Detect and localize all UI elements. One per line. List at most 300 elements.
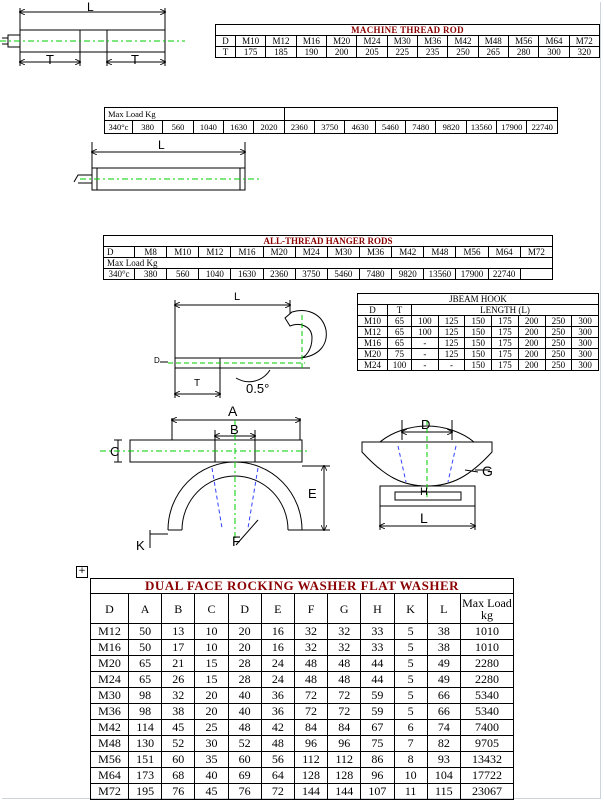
table-move-handle-icon[interactable]: + — [76, 566, 88, 578]
table-cell: - — [412, 338, 439, 349]
table-cell: 150 — [465, 316, 492, 327]
table-row — [358, 316, 599, 327]
table-cell: M10 — [236, 36, 266, 47]
table-cell: 36 — [261, 704, 294, 720]
table-cell: 5460 — [375, 121, 405, 134]
table-cell: D — [228, 594, 261, 624]
jbeam-hook-title: JBEAM HOOK — [358, 294, 599, 305]
table-row — [91, 656, 514, 672]
table-cell: E — [261, 594, 294, 624]
table-cell: M8 — [135, 247, 167, 258]
table-cell: 175 — [492, 327, 519, 338]
table-cell: 13432 — [460, 752, 513, 768]
washer-f-label: F — [232, 533, 241, 549]
table-cell: 150 — [465, 360, 492, 371]
table-cell: 40 — [228, 704, 261, 720]
table-cell: 250 — [545, 349, 572, 360]
table-cell: 44 — [361, 656, 394, 672]
table-cell: 300 — [572, 316, 599, 327]
table-cell: 5340 — [460, 688, 513, 704]
table-cell: M42 — [91, 720, 129, 736]
table-row — [91, 720, 514, 736]
table-cell: 200 — [518, 360, 545, 371]
table-cell: 72 — [294, 688, 327, 704]
table-cell: 107 — [361, 784, 394, 800]
table-cell: M16 — [358, 338, 388, 349]
table-cell: 24 — [261, 672, 294, 688]
table-cell: 74 — [427, 720, 460, 736]
table-cell: M36 — [91, 704, 129, 720]
table-cell: M64 — [91, 768, 129, 784]
hook-angle-label: 0.5° — [246, 381, 270, 396]
table-cell: 48 — [294, 656, 327, 672]
table-cell: 56 — [261, 752, 294, 768]
table-cell: M30 — [91, 688, 129, 704]
table-cell: 65 — [388, 316, 412, 327]
table-cell: 1010 — [460, 640, 513, 656]
table-cell: M72 — [520, 247, 552, 258]
table-row — [91, 752, 514, 768]
washer-b-label: B — [230, 422, 239, 437]
table-cell: 2280 — [460, 672, 513, 688]
table-cell: 300 — [572, 327, 599, 338]
table-cell: 2360 — [284, 121, 314, 134]
table-cell: 144 — [294, 784, 327, 800]
rod1-thread-label-left: T — [46, 52, 54, 67]
table-cell: 185 — [266, 47, 296, 58]
table-cell: 112 — [328, 752, 361, 768]
table-cell: 60 — [162, 752, 195, 768]
table-cell: 16 — [261, 624, 294, 640]
table-cell: 9820 — [392, 269, 424, 280]
table-cell: M12 — [91, 624, 129, 640]
table-cell: 26 — [162, 672, 195, 688]
max-load-header: Max Load Kg — [105, 108, 285, 121]
table-cell: 340°c — [105, 121, 133, 134]
table-cell: 38 — [427, 624, 460, 640]
table-cell: A — [129, 594, 162, 624]
table-cell: 32 — [328, 624, 361, 640]
table-cell: 1040 — [199, 269, 231, 280]
washer-e-label: E — [308, 486, 317, 501]
table-cell: 67 — [361, 720, 394, 736]
table-cell: 200 — [518, 316, 545, 327]
table-cell: 3750 — [295, 269, 327, 280]
table-row — [91, 784, 514, 800]
table-row — [91, 704, 514, 720]
flat-washer-d-label: D — [421, 417, 431, 432]
table-cell: K — [394, 594, 427, 624]
table-cell: 75 — [361, 736, 394, 752]
table-cell: 144 — [328, 784, 361, 800]
table-cell: M12 — [266, 36, 296, 47]
table-row — [91, 688, 514, 704]
table-cell: 82 — [427, 736, 460, 752]
table-cell: 98 — [129, 688, 162, 704]
table-cell: 175 — [236, 47, 266, 58]
table-cell: 200 — [518, 338, 545, 349]
table-cell: 7 — [394, 736, 427, 752]
table-cell: M20 — [326, 36, 356, 47]
table-cell: M10 — [358, 316, 388, 327]
table-cell: 20 — [228, 624, 261, 640]
table-cell: 60 — [228, 752, 261, 768]
table-cell: 96 — [294, 736, 327, 752]
table-cell: 48 — [328, 672, 361, 688]
table-cell: M36 — [417, 36, 447, 47]
table-cell: 15 — [195, 656, 228, 672]
table-cell: 48 — [228, 720, 261, 736]
table-cell: D — [358, 305, 388, 316]
table-cell: 112 — [294, 752, 327, 768]
max-load-table — [104, 107, 558, 134]
table-cell: 175 — [492, 316, 519, 327]
table-cell: G — [328, 594, 361, 624]
table-cell: 250 — [545, 338, 572, 349]
table-cell: 28 — [228, 672, 261, 688]
table-cell: 49 — [427, 672, 460, 688]
table-cell: 560 — [167, 269, 199, 280]
rod1-length-label: L — [87, 0, 94, 14]
table-cell: D — [104, 247, 135, 258]
table-cell: 96 — [361, 768, 394, 784]
table-cell: M16 — [231, 247, 263, 258]
table-cell: 195 — [129, 784, 162, 800]
table-cell: 280 — [508, 47, 538, 58]
table-cell: 300 — [572, 360, 599, 371]
table-cell: 72 — [294, 704, 327, 720]
table-cell: 100 — [412, 327, 439, 338]
table-cell: 320 — [569, 47, 599, 58]
table-cell: 86 — [361, 752, 394, 768]
table-cell: 20 — [228, 640, 261, 656]
table-cell: M30 — [327, 247, 359, 258]
table-cell: 13 — [162, 624, 195, 640]
table-cell: 175 — [492, 360, 519, 371]
washer-c-label: C — [110, 444, 120, 459]
table-cell: M20 — [263, 247, 295, 258]
table-cell: Max Load kg — [462, 595, 512, 622]
all-thread-hanger-title: ALL-THREAD HANGER RODS — [104, 236, 553, 247]
table-cell: 1040 — [193, 121, 223, 134]
table-cell: 7480 — [359, 269, 391, 280]
table-cell: 66 — [427, 704, 460, 720]
table-cell: 72 — [328, 704, 361, 720]
table-cell: 76 — [228, 784, 261, 800]
table-cell: M30 — [387, 36, 417, 47]
table-cell: L — [427, 594, 460, 624]
table-cell: 65 — [129, 656, 162, 672]
table-cell: 250 — [545, 316, 572, 327]
table-cell: M56 — [456, 247, 488, 258]
table-cell: 300 — [572, 349, 599, 360]
table-row — [358, 360, 599, 371]
table-cell: 13560 — [466, 121, 496, 134]
table-cell: 72 — [261, 784, 294, 800]
table-cell: 5 — [394, 672, 427, 688]
table-cell: 1630 — [231, 269, 263, 280]
jbeam-hook-table — [357, 293, 599, 371]
table-cell: 25 — [195, 720, 228, 736]
table-cell: 20 — [195, 688, 228, 704]
table-cell: 2020 — [254, 121, 284, 134]
table-cell: M48 — [91, 736, 129, 752]
table-cell: 32 — [294, 624, 327, 640]
table-row — [358, 338, 599, 349]
table-cell: 28 — [228, 656, 261, 672]
table-cell: 42 — [261, 720, 294, 736]
table-cell: 5 — [394, 624, 427, 640]
table-cell: 340°c — [104, 269, 135, 280]
table-cell: 32 — [162, 688, 195, 704]
table-cell: 250 — [448, 47, 478, 58]
hook-length-label: L — [234, 291, 241, 303]
table-cell: 4630 — [345, 121, 375, 134]
table-cell: 21 — [162, 656, 195, 672]
table-cell: 65 — [388, 327, 412, 338]
table-cell: 5340 — [460, 704, 513, 720]
table-cell: 9705 — [460, 736, 513, 752]
table-cell: 33 — [361, 624, 394, 640]
table-cell: 10 — [195, 640, 228, 656]
table-cell: 190 — [296, 47, 326, 58]
table-cell: 5 — [394, 656, 427, 672]
table-cell: 9820 — [436, 121, 466, 134]
table-cell: M56 — [91, 752, 129, 768]
table-cell: 205 — [357, 47, 387, 58]
table-cell: 38 — [162, 704, 195, 720]
table-cell: 380 — [135, 269, 167, 280]
table-cell: 8 — [394, 752, 427, 768]
table-cell: 1010 — [460, 624, 513, 640]
table-cell: 38 — [427, 640, 460, 656]
table-cell: 5 — [394, 640, 427, 656]
rocking-washer-drawing — [114, 418, 330, 548]
table-cell: 175 — [492, 349, 519, 360]
table-cell: M24 — [357, 36, 387, 47]
table-cell: - — [412, 360, 439, 371]
table-cell: 250 — [545, 360, 572, 371]
table-cell: 17722 — [460, 768, 513, 784]
table-cell: 96 — [328, 736, 361, 752]
machine-thread-rod-drawing — [2, 8, 165, 66]
washer-a-label: A — [228, 403, 238, 419]
table-cell: 59 — [361, 704, 394, 720]
washer-k-label: K — [136, 538, 145, 553]
table-cell: 114 — [129, 720, 162, 736]
table-cell: 17900 — [497, 121, 527, 134]
table-cell: M64 — [539, 36, 569, 47]
table-cell: 17900 — [456, 269, 488, 280]
table-cell: 5460 — [327, 269, 359, 280]
table-row — [91, 624, 514, 640]
table-cell: D — [216, 36, 236, 47]
table-header-row — [91, 594, 514, 624]
table-cell: 125 — [438, 327, 465, 338]
table-cell: 24 — [261, 656, 294, 672]
table-cell: 66 — [427, 688, 460, 704]
table-cell: 2280 — [460, 656, 513, 672]
table-cell: M42 — [392, 247, 424, 258]
flat-washer-g-label: G — [482, 463, 493, 479]
table-cell: M16 — [91, 640, 129, 656]
table-cell: 11 — [394, 784, 427, 800]
table-cell: 5 — [394, 688, 427, 704]
table-cell: 200 — [326, 47, 356, 58]
table-cell: T — [216, 47, 236, 58]
table-cell: M24 — [295, 247, 327, 258]
table-cell: 150 — [465, 327, 492, 338]
table-cell: M36 — [359, 247, 391, 258]
all-thread-hanger-table — [103, 235, 553, 280]
table-cell: B — [162, 594, 195, 624]
table-row — [91, 768, 514, 784]
table-cell: 265 — [478, 47, 508, 58]
table-cell: M12 — [199, 247, 231, 258]
table-cell: 84 — [328, 720, 361, 736]
table-cell: 23067 — [460, 784, 513, 800]
table-cell: 50 — [129, 640, 162, 656]
all-thread-max-load-label: Max Load Kg — [104, 258, 553, 269]
table-cell: 10 — [394, 768, 427, 784]
table-cell: 72 — [328, 688, 361, 704]
table-cell: 33 — [361, 640, 394, 656]
table-cell: M48 — [424, 247, 456, 258]
table-cell: 50 — [129, 624, 162, 640]
table-cell: 380 — [133, 121, 163, 134]
table-row — [358, 349, 599, 360]
table-cell: M20 — [358, 349, 388, 360]
machine-thread-rod-title: MACHINE THREAD ROD — [216, 25, 600, 36]
table-cell: M20 — [91, 656, 129, 672]
table-cell: 35 — [195, 752, 228, 768]
table-cell: 235 — [417, 47, 447, 58]
table-cell: 115 — [427, 784, 460, 800]
table-cell: M48 — [478, 36, 508, 47]
table-row — [91, 672, 514, 688]
table-cell: M12 — [358, 327, 388, 338]
flat-washer-h-label: H — [420, 486, 428, 498]
table-cell: 173 — [129, 768, 162, 784]
table-cell: - — [438, 360, 465, 371]
table-row — [91, 640, 514, 656]
rod2-length-label: L — [158, 138, 165, 152]
table-cell: 125 — [438, 338, 465, 349]
table-cell: 5 — [394, 704, 427, 720]
table-cell: 100 — [412, 316, 439, 327]
jbeam-hook-drawing — [160, 300, 326, 398]
table-cell: 100 — [388, 360, 412, 371]
table-cell: M24 — [91, 672, 129, 688]
table-cell: 49 — [427, 656, 460, 672]
table-cell: 76 — [162, 784, 195, 800]
table-cell: 7400 — [460, 720, 513, 736]
table-cell: 44 — [361, 672, 394, 688]
table-cell: 65 — [129, 672, 162, 688]
table-cell: 6 — [394, 720, 427, 736]
table-cell: 48 — [328, 656, 361, 672]
table-cell: 48 — [261, 736, 294, 752]
rocking-washer-table — [90, 578, 514, 800]
flat-washer-l-label: L — [420, 510, 428, 526]
table-cell — [520, 269, 552, 280]
table-cell: 69 — [228, 768, 261, 784]
table-cell: 65 — [388, 338, 412, 349]
table-cell: 250 — [545, 327, 572, 338]
table-cell: 17 — [162, 640, 195, 656]
table-cell: 130 — [129, 736, 162, 752]
table-cell: 3750 — [315, 121, 345, 134]
table-cell: - — [412, 349, 439, 360]
table-cell: 300 — [572, 338, 599, 349]
table-cell: 125 — [438, 316, 465, 327]
table-cell: 98 — [129, 704, 162, 720]
table-cell: H — [361, 594, 394, 624]
table-cell: 52 — [228, 736, 261, 752]
table-cell: F — [294, 594, 327, 624]
table-row — [358, 327, 599, 338]
table-cell: 48 — [294, 672, 327, 688]
table-cell: 84 — [294, 720, 327, 736]
table-cell: 32 — [294, 640, 327, 656]
jbeam-length-label: LENGTH (L) — [412, 305, 599, 316]
table-cell: 40 — [228, 688, 261, 704]
rod1-thread-label-right: T — [131, 52, 139, 67]
table-cell: 36 — [261, 688, 294, 704]
table-cell: 300 — [539, 47, 569, 58]
table-cell: 68 — [162, 768, 195, 784]
table-cell: M16 — [296, 36, 326, 47]
table-cell: 15 — [195, 672, 228, 688]
hook-t-label: T — [194, 378, 201, 389]
table-cell: 200 — [518, 327, 545, 338]
table-cell: 22740 — [527, 121, 558, 134]
table-cell: 64 — [261, 768, 294, 784]
table-cell: 16 — [261, 640, 294, 656]
table-cell: 30 — [195, 736, 228, 752]
table-cell: C — [195, 594, 228, 624]
rocking-washer-title: DUAL FACE ROCKING WASHER FLAT WASHER — [91, 579, 514, 594]
table-cell: D — [91, 594, 129, 624]
table-cell: T — [388, 305, 412, 316]
hook-d-label: D — [154, 356, 160, 365]
table-cell: M42 — [448, 36, 478, 47]
table-cell: 128 — [328, 768, 361, 784]
table-cell: M56 — [508, 36, 538, 47]
table-row — [91, 736, 514, 752]
table-cell: 45 — [195, 784, 228, 800]
machine-thread-rod-table — [215, 24, 600, 58]
table-cell: M64 — [488, 247, 520, 258]
table-cell: 32 — [328, 640, 361, 656]
table-cell: 150 — [465, 349, 492, 360]
table-cell: 40 — [195, 768, 228, 784]
table-cell: 7480 — [406, 121, 436, 134]
table-cell: 52 — [162, 736, 195, 752]
table-cell: 125 — [438, 349, 465, 360]
table-cell: 45 — [162, 720, 195, 736]
table-cell: 128 — [294, 768, 327, 784]
table-cell: M10 — [167, 247, 199, 258]
table-cell: 151 — [129, 752, 162, 768]
table-cell: M72 — [569, 36, 599, 47]
table-cell: 175 — [492, 338, 519, 349]
table-cell: 10 — [195, 624, 228, 640]
table-cell: 13560 — [424, 269, 456, 280]
table-cell: 59 — [361, 688, 394, 704]
table-cell: 1630 — [224, 121, 254, 134]
table-cell: 560 — [163, 121, 193, 134]
